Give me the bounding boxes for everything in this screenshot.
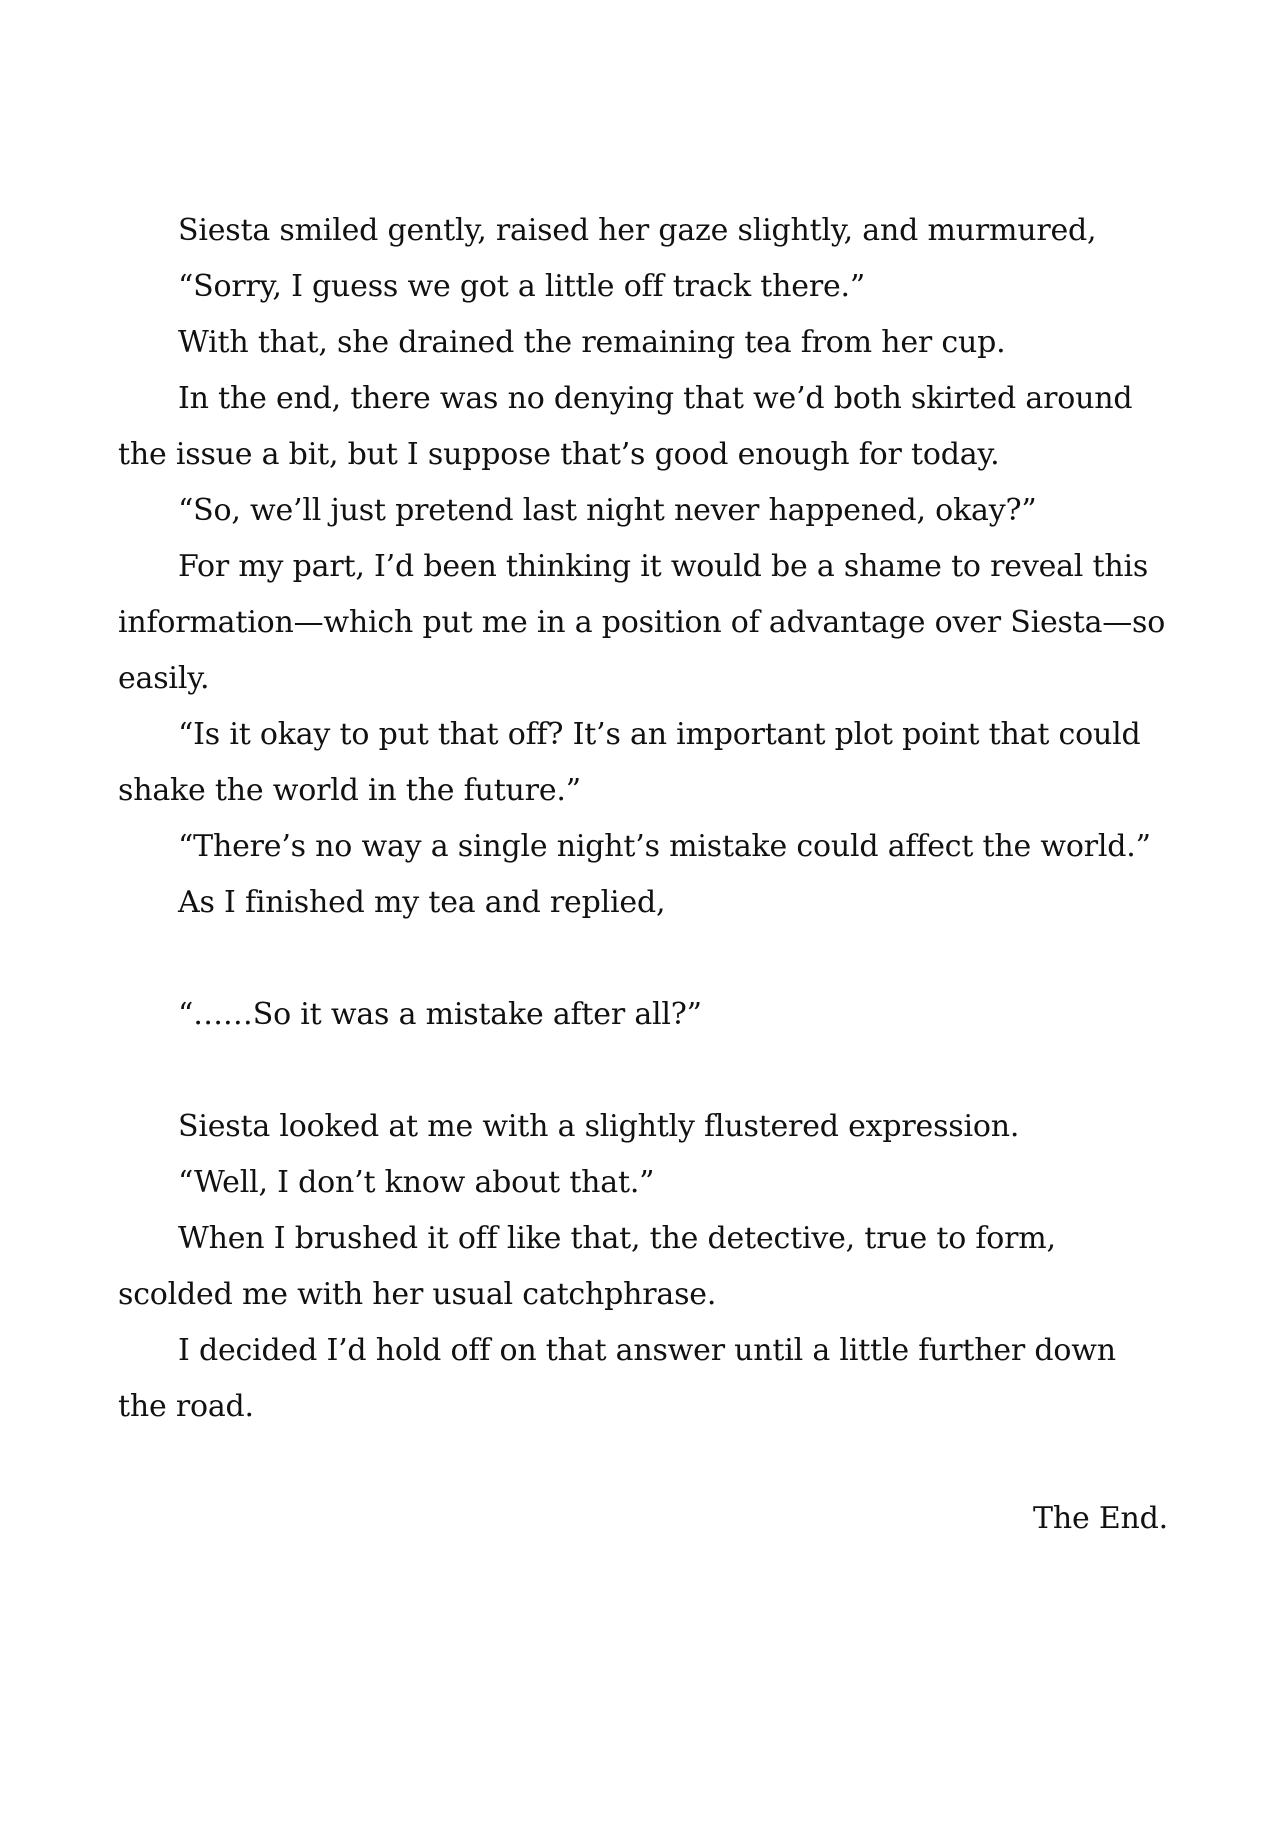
paragraph: I decided I’d hold off on that answer until a little further down the road. [118, 1333, 1116, 1424]
paragraph: “……So it was a mistake after all?” [178, 997, 702, 1032]
blank-line [118, 1043, 1168, 1099]
blank-line [118, 931, 1168, 987]
paragraph: “Sorry, I guess we got a little off track there.” [178, 269, 865, 304]
paragraph: “Is it okay to put that off? It’s an important plot point that could shake the world in the future.” [118, 717, 1141, 808]
the-end-label: The End. [1033, 1501, 1168, 1536]
paragraph: For my part, I’d been thinking it would be a shame to reveal this information—which put me in a position of advantage over Siesta—so easily. [118, 549, 1166, 696]
story-text [118, 203, 1168, 1547]
paragraph: With that, she drained the remaining tea from her cup. [178, 325, 1006, 360]
paragraph: “So, we’ll just pretend last night never happened, okay?” [178, 493, 1037, 528]
paragraph: Siesta smiled gently, raised her gaze slightly, and murmured, [178, 213, 1097, 248]
paragraph: In the end, there was no denying that we’d both skirted around the issue a bit, but I suppose that’s good enough for today. [118, 381, 1133, 472]
paragraph: When I brushed it off like that, the detective, true to form, scolded me with her usual catchphrase. [118, 1221, 1056, 1312]
paragraph: Siesta looked at me with a slightly flustered expression. [178, 1109, 1020, 1144]
paragraph: As I finished my tea and replied, [178, 885, 666, 920]
paragraph: “There’s no way a single night’s mistake could affect the world.” [178, 829, 1151, 864]
paragraph: “Well, I don’t know about that.” [178, 1165, 655, 1200]
